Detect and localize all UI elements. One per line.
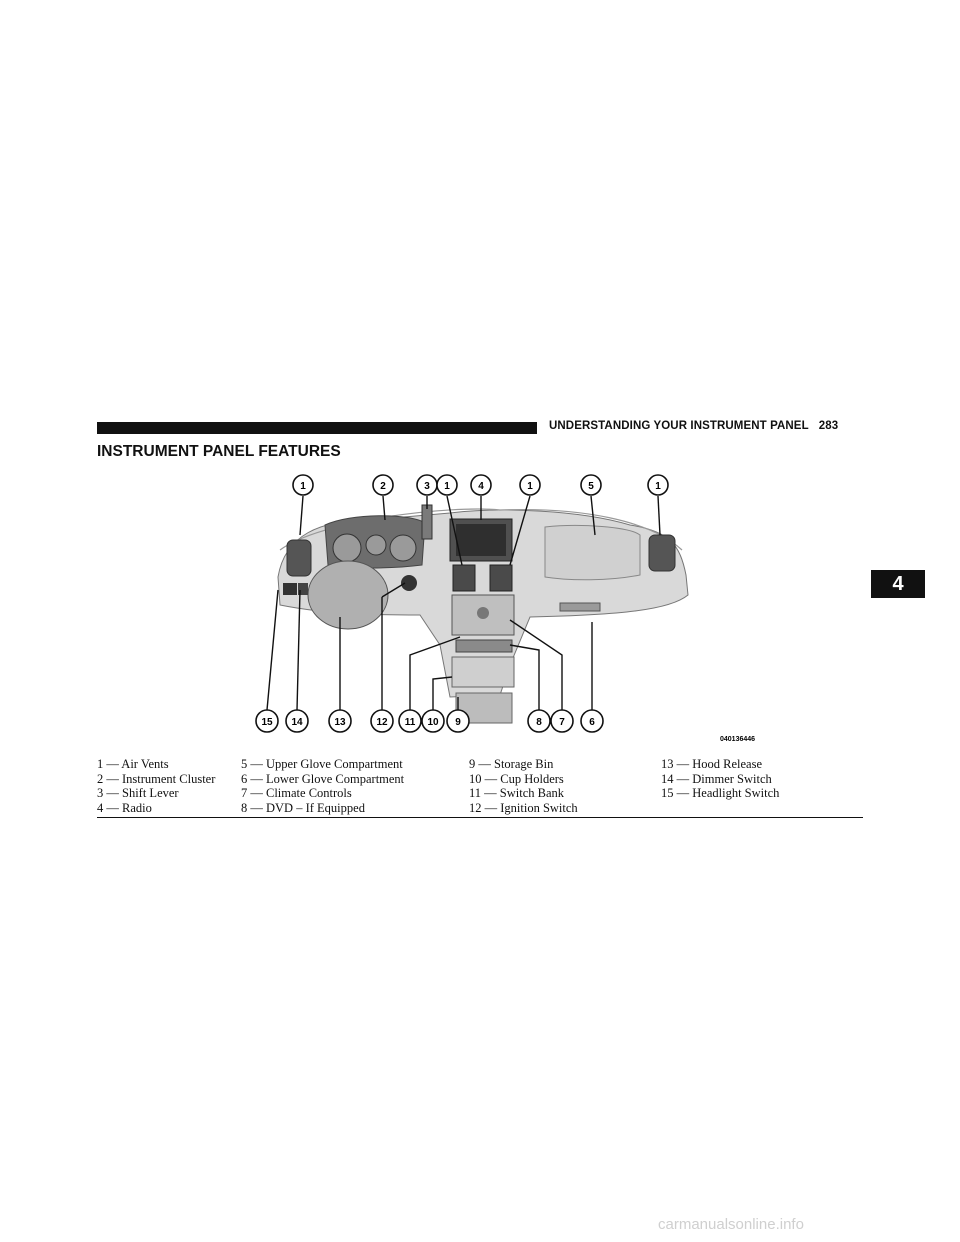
callout-12: 12 [376,717,388,728]
legend-item: 4 — Radio [97,800,152,815]
legend-item [661,801,863,816]
callout-10: 10 [427,717,439,728]
callout-4: 4 [478,481,484,492]
watermark: carmanualsonline.info [658,1216,804,1233]
legend-item: 9 — Storage Bin [469,757,554,771]
header-section: UNDERSTANDING YOUR INSTRUMENT PANEL [549,420,809,432]
callout-6: 6 [589,717,595,728]
legend-item: 6 — Lower Glove Compartment [241,771,405,786]
section-title: INSTRUMENT PANEL FEATURES [97,443,341,460]
header-rule [97,422,537,434]
callout-1-c: 1 [527,481,533,492]
callout-5: 5 [588,481,594,492]
legend-item: 11 — Switch Bank [469,786,565,800]
callout-11: 11 [404,717,416,728]
callout-7: 7 [559,717,565,728]
legend-item: 15 — Headlight Switch [661,786,780,800]
callout-13: 13 [334,717,346,728]
callout-1-d: 1 [655,481,661,492]
legend-item: 13 — Hood Release [661,757,763,771]
legend-rule [97,817,863,818]
chapter-tab: 4 [871,570,925,598]
figure-legend [97,757,863,815]
callout-15: 15 [261,717,273,728]
legend-item: 2 — Instrument Cluster [97,771,216,786]
callout-3: 3 [424,481,430,492]
legend-item: 5 — Upper Glove Compartment [241,757,403,771]
callout-8: 8 [536,717,542,728]
callout-14: 14 [291,717,303,728]
callout-2: 2 [380,481,386,492]
legend-item: 8 — DVD – If Equipped [241,800,365,815]
running-header [549,420,838,432]
callout-9: 9 [455,717,461,728]
legend-item: 7 — Climate Controls [241,786,352,800]
callout-1-a: 1 [300,481,306,492]
legend-item: 10 — Cup Holders [469,771,564,786]
instrument-panel-figure [200,465,763,745]
callout-1-b: 1 [444,481,450,492]
dashboard-illustration [200,465,763,745]
legend-item: 1 — Air Vents [97,757,169,771]
page-number: 283 [818,420,839,432]
legend-item: 14 — Dimmer Switch [661,771,772,786]
legend-item: 3 — Shift Lever [97,786,179,800]
legend-item: 12 — Ignition Switch [469,800,578,815]
figure-code: 0401364​46 [720,736,756,743]
